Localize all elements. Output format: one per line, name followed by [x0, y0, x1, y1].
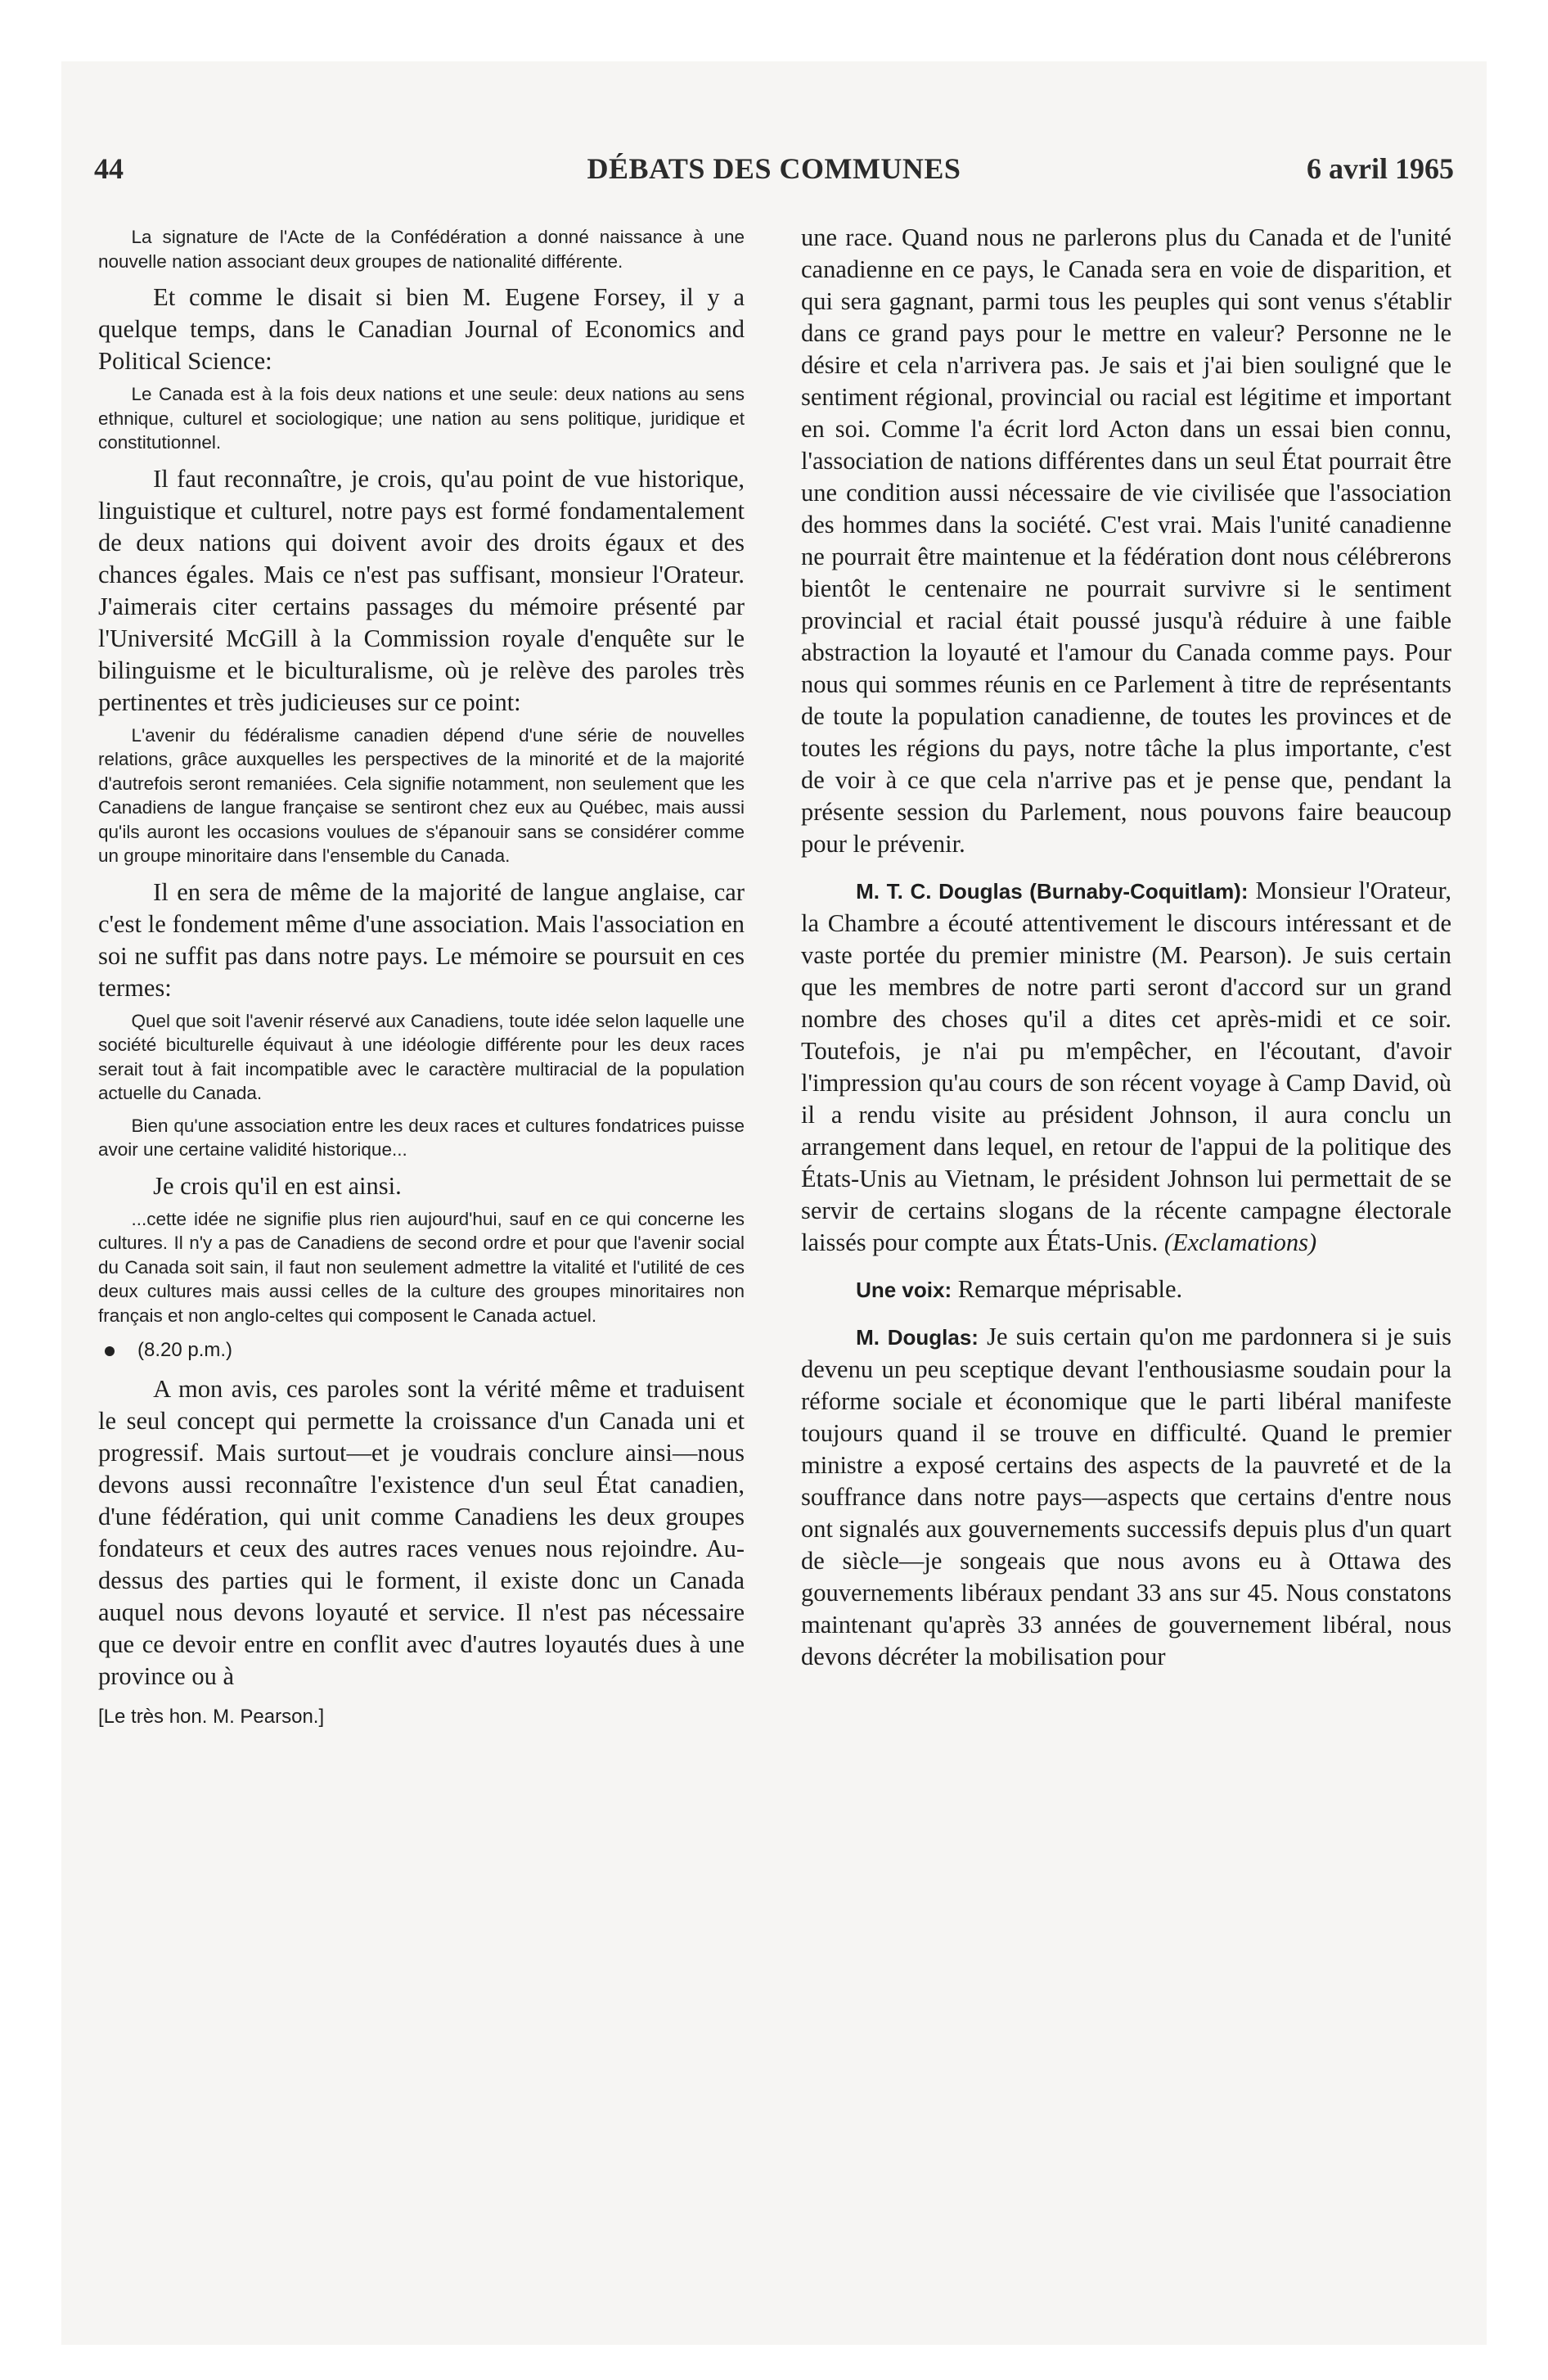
- speaker-name: M. T. C. Douglas (Burnaby-Coquitlam):: [856, 879, 1249, 904]
- speech-paragraph: [801, 1321, 1451, 1673]
- page-header: [94, 151, 1454, 201]
- quote-paragraph: Quel que soit l'avenir réservé aux Canadiens, toute idée selon laquelle une société biculturelle équivaut à une idéologie différente pour les deux races serait tout à fait incompatible avec le caractère multiracial de la population actuelle du Canada.: [98, 1010, 745, 1103]
- page-title: DÉBATS DES COMMUNES: [587, 152, 961, 185]
- speech-text: Remarque méprisable.: [952, 1275, 1183, 1303]
- document-page: [61, 61, 1487, 2345]
- quote-paragraph: ...cette idée ne signifie plus rien aujourd'hui, sauf en ce qui concerne les cultures. Il n'y a pas de Canadiens de second ordre et pour que l'avenir social du Canada soit sain, il faut non seulement admettre la vitalité et l'utilité de ces deux cultures mais aussi celles de la culture des groupes minoritaires non français et non anglo-celtes qui composent le Canada actuel.: [98, 1208, 745, 1326]
- page-date: 6 avril 1965: [1307, 152, 1454, 185]
- speaker-reference: [Le très hon. M. Pearson.]: [98, 1706, 325, 1728]
- timestamp-text: (8.20 p.m.): [137, 1339, 233, 1361]
- body-paragraph: Il en sera de même de la majorité de langue anglaise, car c'est le fondement même d'une association. Mais l'association en soi ne suffit pas dans notre pays. Le mémoire se poursuit en ces termes:: [98, 877, 745, 1002]
- speech-text: Monsieur l'Orateur, la Chambre a écouté attentivement le discours intéressant et de vaste portée du premier ministre (M. Pearson). Je suis certain que les membres de notre parti seront d'accord sur un grand nombre des choses qu'il a dites cet après-midi et ce soir. Toutefois, je n'ai pu m'empêcher, en l'écoutant, d'avoir l'impression qu'au cours de son récent voyage à Camp David, où il a rendu visite au président Johnson, il aura conclu un arrangement dans lequel, en retour de l'appui de la politique des États-Unis au Vietnam, le président Johnson lui permettait de se servir de certains slogans de la récente campagne électorale laissés pour compte aux États-Unis.: [801, 877, 1452, 1256]
- bullet-icon: [105, 1346, 115, 1356]
- quote-paragraph: La signature de l'Acte de la Confédération a donné naissance à une nouvelle nation associant deux groupes de nationalité différente.: [98, 227, 745, 272]
- speaker-name: M. Douglas:: [856, 1325, 979, 1350]
- body-paragraph: une race. Quand nous ne parlerons plus du Canada et de l'unité canadienne en ce pays, le Canada sera en voie de disparition, et qui sera gagnant, parmi tous les peuples qui sont venus s'établir dans ce grand pays pour le mettre en valeur? Personne ne le désire et cela n'arrivera pas. Je sais et j'ai bien souligné que le sentiment régional, provincial ou racial est légitime et important en soi. Comme l'a écrit lord Acton dans un essai bien connu, l'association de nations différentes dans un seul État pourrait être une condition aussi nécessaire de vie civilisée que l'association des hommes dans la société. C'est vrai. Mais l'unité canadienne ne pourrait être maintenue et la fédération dont nous célébrerons bientôt le centenaire ne pourrait survivre si le sentiment provincial et racial était poussé jusqu'à réduire à une faible abstraction la loyauté et l'amour du Canada comme pays. Pour nous qui sommes réunis en ce Parlement à titre de représentants de toute la population canadienne, de toutes les provinces et de toutes les régions du pays, notre tâche la plus importante, c'est de voir à ce que cela n'arrive pas et je pense que, pendant la présente session du Parlement, nous pouvons faire beaucoup pour le prévenir.: [801, 223, 1451, 858]
- speech-paragraph: [801, 875, 1451, 1259]
- speech-text: Je suis certain qu'on me pardonnera si je suis devenu un peu sceptique devant l'enthousiasme soudain pour la réforme sociale et économique que le parti libéral manifeste toujours quand il se trouve en difficulté. Quand le premier ministre a exposé certains des aspects de la pauvreté et de la souffrance dans notre pays—aspects que certains d'entre nous ont signalés aux gouvernements successifs depuis plus d'un quart de siècle—je songeais que nous avons eu à Ottawa des gouvernements libéraux pendant 33 ans sur 45. Nous constatons maintenant qu'après 33 années de gouvernement libéral, nous devons décréter la mobilisation pour: [801, 1323, 1451, 1670]
- body-paragraph: Il faut reconnaître, je crois, qu'au point de vue historique, linguistique et culturel, notre pays est formé fondamentalement de deux nations qui doivent avoir des droits égaux et des chances égales. Mais ce n'est pas suffisant, monsieur l'Orateur. J'aimerais citer certains passages du mémoire présenté par l'Université McGill à la Commission royale d'enquête sur le bilinguisme et le biculturalisme, où je relève des paroles très pertinentes et très judicieuses sur ce point:: [98, 464, 745, 716]
- speech-emphasis: (Exclamations): [1163, 1228, 1317, 1256]
- body-paragraph: Et comme le disait si bien M. Eugene Forsey, il y a quelque temps, dans le Canadian Journal of Economics and Political Science:: [98, 283, 745, 375]
- page-number: 44: [94, 152, 124, 185]
- speaker-name: Une voix:: [856, 1278, 952, 1302]
- quote-paragraph: Le Canada est à la fois deux nations et une seule: deux nations au sens ethnique, culturel et sociologique; une nation au sens politique, juridique et constitutionnel.: [98, 384, 745, 453]
- speech-paragraph: [801, 1273, 1451, 1306]
- body-paragraph: Je crois qu'il en est ainsi.: [153, 1171, 402, 1200]
- body-paragraph: A mon avis, ces paroles sont la vérité même et traduisent le seul concept qui permette la croissance d'un Canada uni et progressif. Mais surtout—et je voudrais conclure ainsi—nous devons aussi reconnaître l'existence d'un seul État canadien, d'une fédération, qui unit comme Canadiens les deux groupes fondateurs et ceux des autres races venues nous rejoindre. Au-dessus des parties qui le forment, il existe donc un Canada auquel nous devons loyauté et service. Il n'est pas nécessaire que ce devoir entre en conflit avec d'autres loyautés dues à une province ou à: [98, 1375, 745, 1690]
- left-column: [98, 222, 745, 1729]
- quote-paragraph: Bien qu'une association entre les deux races et cultures fondatrices puisse avoir une certaine validité historique...: [98, 1115, 745, 1160]
- timestamp: [105, 1339, 745, 1362]
- quote-paragraph: L'avenir du fédéralisme canadien dépend d'une série de nouvelles relations, grâce auxquelles les perspectives de la minorité et de la majorité d'autrefois seront remaniées. Cela signifie notamment, non seulement que les Canadiens de langue française se sentiront chez eux au Québec, mais aussi qu'ils auront les occasions voulues de s'épanouir sans se considérer comme un groupe minoritaire dans l'ensemble du Canada.: [98, 724, 745, 866]
- right-column: [801, 222, 1451, 1678]
